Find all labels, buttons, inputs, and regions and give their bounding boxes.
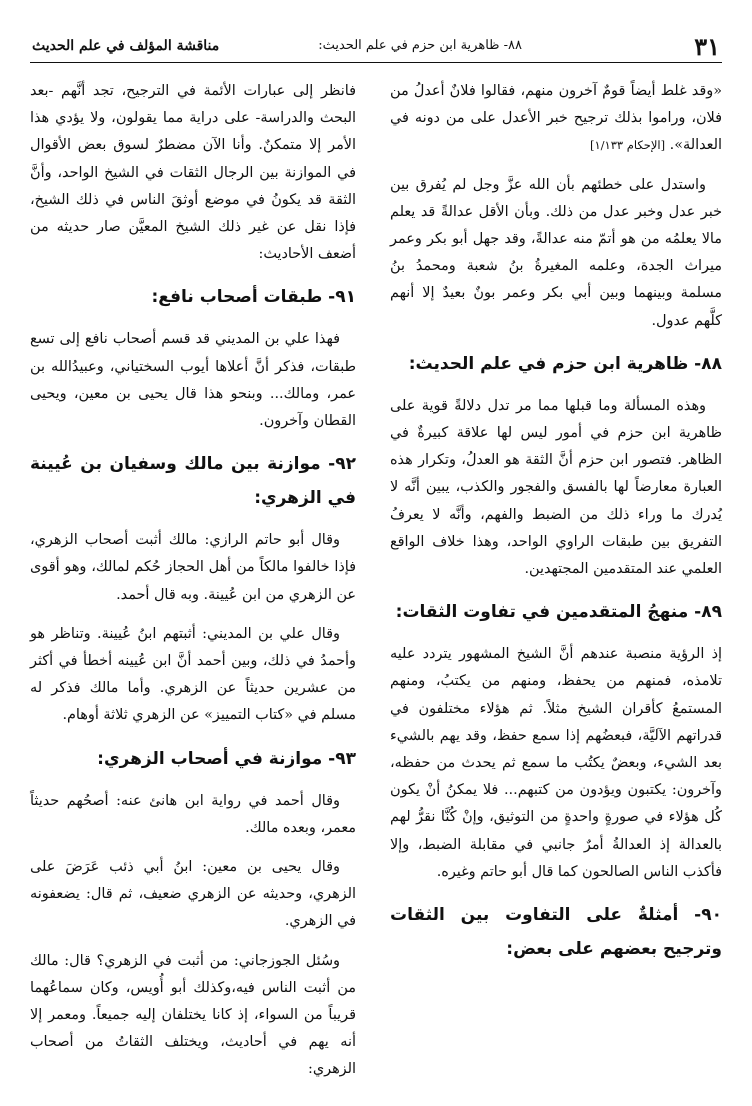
section-heading-90: ٩٠- أمثلةٌ على التفاوت بين الثقات وترجيح بعضهم على بعض: [390,905,722,960]
section-heading-88: ٨٨- ظاهرية ابن حزم في علم الحديث: [408,353,722,374]
running-title: ٨٨- ظاهرية ابن حزم في علم الحديث: [318,38,522,53]
quote-text: «وقد غلط أيضاً قومٌ آخرون منهم، فقالوا فلانٌ أعدلُ من فلان، وراموا بذلك ترجيح خبر الأعدل على من دونه في العدالة». [390,83,722,154]
citation: [الإحكام ١/١٣٣] [589,138,666,153]
paragraph: وقال أبو حاتم الرازي: مالك أثبت أصحاب الزهري، فإذا خالفوا مالكاً من أهل الحجاز حُكم لمالك، وهو أقوى عن الزهري من ابن عُيينة. وبه قال أحمد. [30,532,356,603]
paragraph: فانظر إلى عبارات الأئمة في الترجيح، تجد أنَّهم -بعد البحث والدراسة- على دراية مما يقولون، ولا يؤدي هذا الأمر إلا متمكنٌ. وأنا الآن مضطرٌ لسوق بعض الأقوال في الموازنة بين الرجال الثقات في الشيخ الواحد، وأنَّ الثقة قد يكونُ في موضع أوثقَ الناس في ذلك الشيخ، فإذا نقل عن غير ذلك الشيخ المعيَّن صار حديثه من أضعف الأحاديث: [30,83,356,263]
section-heading-93: ٩٣- موازنة في أصحاب الزهري: [97,748,356,769]
paragraph: وهذه المسألة وما قبلها مما مر تدل دلالةً قوية على ظاهرية ابن حزم في أمور ليس لها علاقة كبيرةٌ في الظاهر. فتصور ابن حزم أنَّ الثقة هو العدلُ، وتكرار هذه العبارة معارضاً لها بالفسق والفجور والكذب، يبين أنَّه لا يُدرك ما وراء ذلك من الضبط والفهم، وأنَّه لا يعرفُ التفريق بين طبقات الراوي الواحد، وهذا خلاف الواقع العلمي عند المتقدمين المجتهدين. [390,397,722,578]
section-heading-91: ٩١- طبقات أصحاب نافع: [151,287,356,308]
paragraph: وسُئل الجوزجاني: من أثبت في الزهري؟ قال: مالك من أثبت الناس فيه،وكذلك أبو أُويس، وكان سماعُهما قريباً من السواء، إذ كانا يختلفان إليه جميعاً. ومعمر إلا أنه يهم في أحاديث، ويختلف الثقاتُ من أصحاب الزهري: [30,952,356,1078]
quote-paragraph [390,78,722,160]
section-heading-92: ٩٢- موازنة بين مالك وسفيان بن عُيينة في الزهري: [30,454,356,509]
left-column [30,78,356,1096]
page-header [30,28,722,63]
page-number: ٣١ [694,32,720,61]
book-title: مناقشة المؤلف في علم الحديث [32,38,220,54]
paragraph: فهذا علي بن المديني قد قسم أصحاب نافع إلى تسع طبقات، فذكر أنَّ أعلاها أيوب السختياني، وعبيدُالله بن عمر، ومالك... وبنحو هذا قال يحيى بن معين، ويحيى القطان وآخرون. [30,331,356,430]
paragraph: وقال أحمد في رواية ابن هانئ عنه: أصحُهم حديثاً معمر، وبعده مالك. [30,792,356,836]
section-heading-89: ٨٩- منهجُ المتقدمين في تفاوت الثقات: [395,602,722,623]
paragraph: واستدل على خطئهم بأن الله عزَّ وجل لم يُفرق بين خبر عدل وخبر عدل من ذلك. وبأن الأقل عدالةً قد يعلم مالا يعلمُه من هو أتمّ منه عدالةً، وقد جهل أبو بكر وعمر ميراث الجدة، وعلمه المغيرةُ بنُ شعبة ومحمدُ بنُ مسلمة وبينهما وبين أبي بكر وعمر بونٌ بعيدٌ إلا أنهم كلَّهم عدول. [390,176,722,329]
paragraph: إذ الرؤية منصبة عندهم أنَّ الشيخ المشهور يتردد عليه تلامذه، فمنهم من يحفظ، ومنهم من يكتبُ، ومنهم المستمعُ كأقران الشيخ مثلاً. ثم هؤلاء مختلفون في قدراتهم الآليَّة، فبعضُهم إذا سمع حفظ، وقد يهم بالشيء بعد الشيء، وبعضٌ يكتُب ما سمع ثم يحدث من حفظه، وآخرون: يكتبون ويؤدون من كتبهم... فلا يمكنُ أنْ يكون كُل هؤلاء في صورةٍ واحدةٍ من التوثيق، وإنْ كُنَّا نقرُّ لهم بالعدالة إذ العدالةُ أمرٌ جانبي في مقابلة الضبط، وإلا فأكذب الناس الصالحون كما قال أبو حاتم وغيره. [390,646,722,880]
paragraph: وقال علي بن المديني: أثبتهم ابنُ عُيينة. وتناظر هو وأحمدُ في ذلك، وبين أحمد أنَّ ابن عُيينه أخطأ في أكثر من عشرين حديثاً عن الزهري. وأما مالك فذكر له مسلم في «كتاب التمييز» عن الزهري ثلاثة أوهام. [30,625,356,724]
right-column [390,78,722,978]
paragraph: وقال يحيى بن معين: ابنُ أبي ذئب عَرَضَ على الزهري، وحديثه عن الزهري ضعيف، ثم قال: يضعفونه في الزهري. [30,859,356,930]
